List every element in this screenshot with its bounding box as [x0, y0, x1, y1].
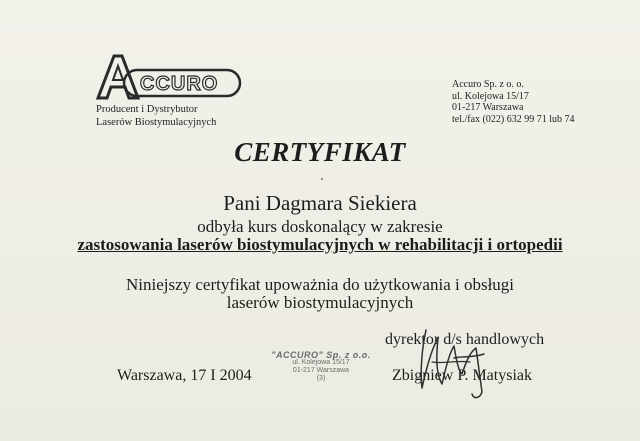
authorization-text-2: laserów biostymulacyjnych — [226, 293, 414, 312]
director-title: dyrektor d/s handlowych — [385, 331, 545, 348]
producer-line-2: Laserów Biostymulacyjnych — [96, 117, 217, 128]
svg-text:CCURO: CCURO — [140, 73, 219, 95]
stamp-line-2: ul. Kolejowa 15/17 — [292, 359, 350, 366]
signer-name: Zbigniew P. Matysiak — [392, 367, 532, 384]
recipient-name: Pani Dagmara Siekiera — [223, 191, 417, 215]
company-stamp — [266, 351, 376, 383]
address-line-3: 01-217 Warszawa — [452, 102, 524, 113]
stamp-line-3: 01-217 Warszawa — [292, 367, 350, 374]
producer-line-1: Producent i Dystrybutor — [96, 104, 198, 115]
address-line-2: ul. Kolejowa 15/17 — [452, 90, 529, 102]
accuro-logo — [94, 52, 244, 102]
stamp-line-4: (3) — [316, 375, 326, 382]
place-date: Warszawa, 17 I 2004 — [117, 367, 252, 384]
certificate-title: CERTYFIKAT — [234, 137, 406, 167]
address-line-1: Accuro Sp. z o. o. — [452, 79, 524, 90]
course-title: zastosowania laserów biostymulacyjnych w rehabilitacji i ortopedii — [77, 235, 563, 254]
address-line-4: tel./fax (022) 632 99 71 lub 74 — [452, 113, 575, 125]
course-intro: odbyła kurs doskonalący w zakresie — [197, 217, 443, 236]
authorization-text: Niniejszy certyfikat upoważnia do użytkowania i obsługi — [125, 275, 515, 294]
company-address — [452, 79, 574, 125]
decorative-dot — [321, 178, 323, 180]
stamp-line-1: "ACCURO" Sp. z o.o. — [271, 350, 371, 360]
producer-label — [96, 103, 216, 129]
